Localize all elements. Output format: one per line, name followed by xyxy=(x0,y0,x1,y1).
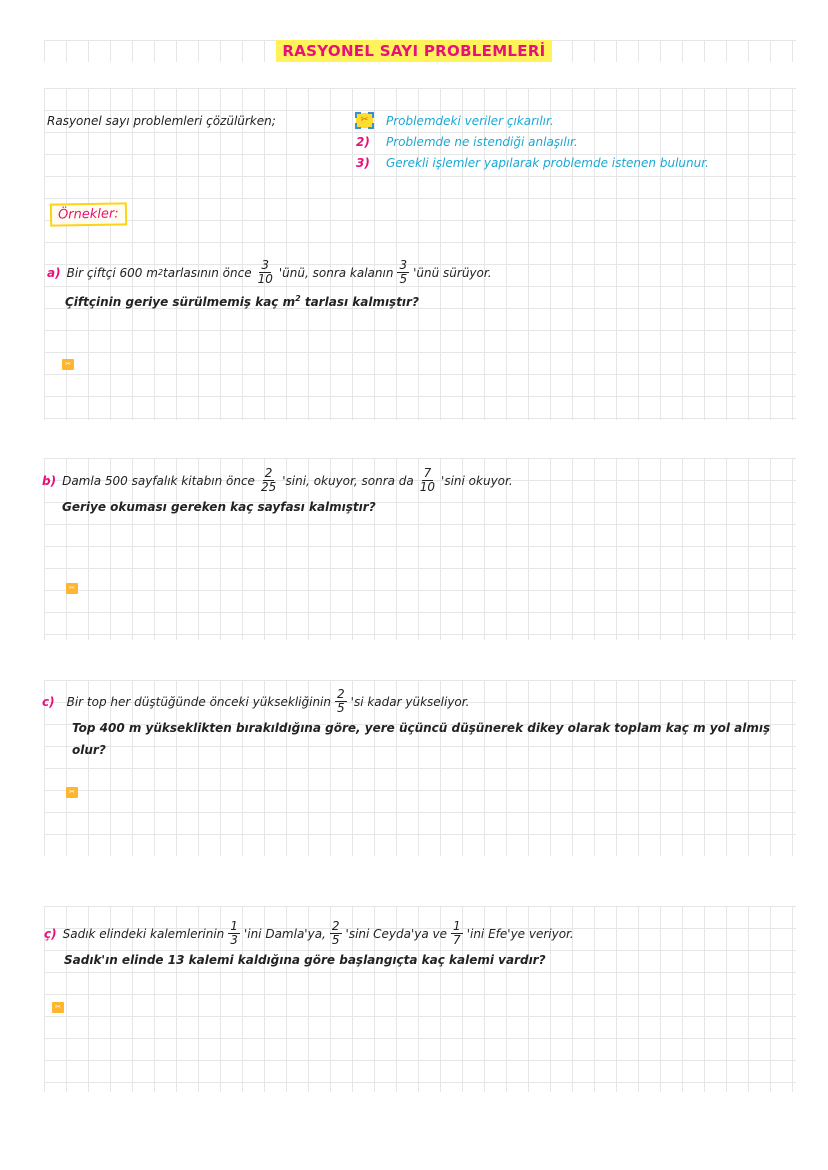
problem-a-text-1: Bir çiftçi 600 m xyxy=(66,265,158,280)
problem-b-fraction-1 xyxy=(259,467,278,494)
scissors-icon: ✂ xyxy=(66,583,78,594)
problem-b-text-1: Damla 500 sayfalık kitabın önce xyxy=(62,473,255,488)
scissors-icon: ✂ xyxy=(52,1002,64,1013)
fraction-denominator: 7 xyxy=(453,933,461,947)
step-3-number: 3) xyxy=(356,155,370,170)
problem-b-letter: b) xyxy=(42,473,57,488)
examples-label: Örnekler: xyxy=(50,202,127,226)
fraction-numerator: 2 xyxy=(331,919,340,933)
step-2 xyxy=(356,131,709,152)
problem-a-text-2: tarlasının önce xyxy=(163,265,252,280)
problem-cc-text-4: 'ini Efe'ye veriyor. xyxy=(466,926,574,941)
problem-a-question-sup: 2 xyxy=(295,294,301,303)
scissors-icon: ✂ xyxy=(66,787,78,798)
problem-a-fraction-2 xyxy=(397,259,409,286)
fraction-denominator: 5 xyxy=(399,272,408,286)
problem-c-text-1: Bir top her düştüğünde önceki yüksekliğinin xyxy=(66,694,331,709)
problem-cc-fraction-1 xyxy=(228,920,240,947)
problem-cc-fraction-3 xyxy=(451,920,463,947)
step-2-number: 2) xyxy=(356,134,370,149)
problem-cc-letter: ç) xyxy=(44,926,57,941)
problem-a-sup-1: 2 xyxy=(157,268,164,277)
fraction-numerator: 1 xyxy=(453,919,461,933)
fraction-denominator: 25 xyxy=(260,480,277,494)
problem-c xyxy=(42,688,794,761)
fraction-denominator: 10 xyxy=(257,272,273,286)
step-3-text: Gerekli işlemler yapılarak problemde istenen bulunur. xyxy=(386,155,709,170)
page-title: RASYONEL SAYI PROBLEMLERİ xyxy=(276,40,551,62)
problem-a-question-2: tarlası kalmıştır? xyxy=(300,295,419,309)
fraction-denominator: 3 xyxy=(230,933,238,947)
problem-cc-text-1: Sadık elindeki kalemlerinin xyxy=(62,926,225,941)
problem-c-letter: c) xyxy=(42,694,55,709)
fraction-denominator: 5 xyxy=(337,701,345,715)
problem-cc xyxy=(44,920,574,971)
problem-c-fraction-1 xyxy=(335,688,347,715)
problem-a-statement xyxy=(47,259,492,286)
problem-cc-text-3: 'sini Ceyda'ya ve xyxy=(345,926,448,941)
problem-b xyxy=(42,467,513,518)
problem-cc-text-2: 'ini Damla'ya, xyxy=(243,926,326,941)
fraction-numerator: 3 xyxy=(399,258,408,272)
fraction-numerator: 3 xyxy=(261,258,270,272)
steps-list xyxy=(356,110,709,173)
problem-a-question-1: Çiftçinin geriye sürülmemiş kaç m xyxy=(65,295,296,309)
fraction-numerator: 1 xyxy=(230,919,238,933)
fraction-denominator: 5 xyxy=(331,933,340,947)
problem-a-text-3: 'ünü, sonra kalanın xyxy=(278,265,394,280)
problem-cc-fraction-2 xyxy=(330,920,342,947)
problem-c-text-2: 'si kadar yükseliyor. xyxy=(350,694,470,709)
scissors-icon: ✂ xyxy=(62,359,74,370)
intro-text: Rasyonel sayı problemleri çözülürken; xyxy=(47,114,276,128)
problem-a xyxy=(47,259,492,313)
problem-a-text-4: 'ünü sürüyor. xyxy=(413,265,492,280)
problem-cc-question: Sadık'ın elinde 13 kalemi kaldığına göre başlangıçta kaç kalemi vardır? xyxy=(64,953,546,967)
step-2-text: Problemde ne istendiği anlaşılır. xyxy=(386,134,578,149)
problem-b-question: Geriye okuması gereken kaç sayfası kalmıştır? xyxy=(62,500,376,514)
problem-b-text-3: 'sini okuyor. xyxy=(441,473,513,488)
step-1-text: Problemdeki veriler çıkarılır. xyxy=(386,113,554,128)
problem-a-question xyxy=(65,288,492,313)
problem-cc-statement xyxy=(44,920,574,947)
problem-c-question: Top 400 m yükseklikten bırakıldığına göre, yere üçüncü düşünerek dikey olarak toplam kaç m yol almış olur? xyxy=(72,721,771,757)
problem-b-text-2: 'sini, okuyor, sonra da xyxy=(282,473,414,488)
step-3 xyxy=(356,152,709,173)
problem-c-statement xyxy=(42,688,794,715)
problem-a-fraction-1 xyxy=(256,259,275,286)
scissors-icon: ✂ xyxy=(356,113,373,128)
problem-b-statement xyxy=(42,467,513,494)
problem-a-letter: a) xyxy=(47,265,61,280)
fraction-denominator: 10 xyxy=(419,480,436,494)
problem-b-fraction-2 xyxy=(418,467,437,494)
fraction-numerator: 2 xyxy=(337,687,345,701)
fraction-numerator: 7 xyxy=(423,466,432,480)
title-container xyxy=(0,40,828,62)
fraction-numerator: 2 xyxy=(264,466,273,480)
step-1 xyxy=(356,110,709,131)
